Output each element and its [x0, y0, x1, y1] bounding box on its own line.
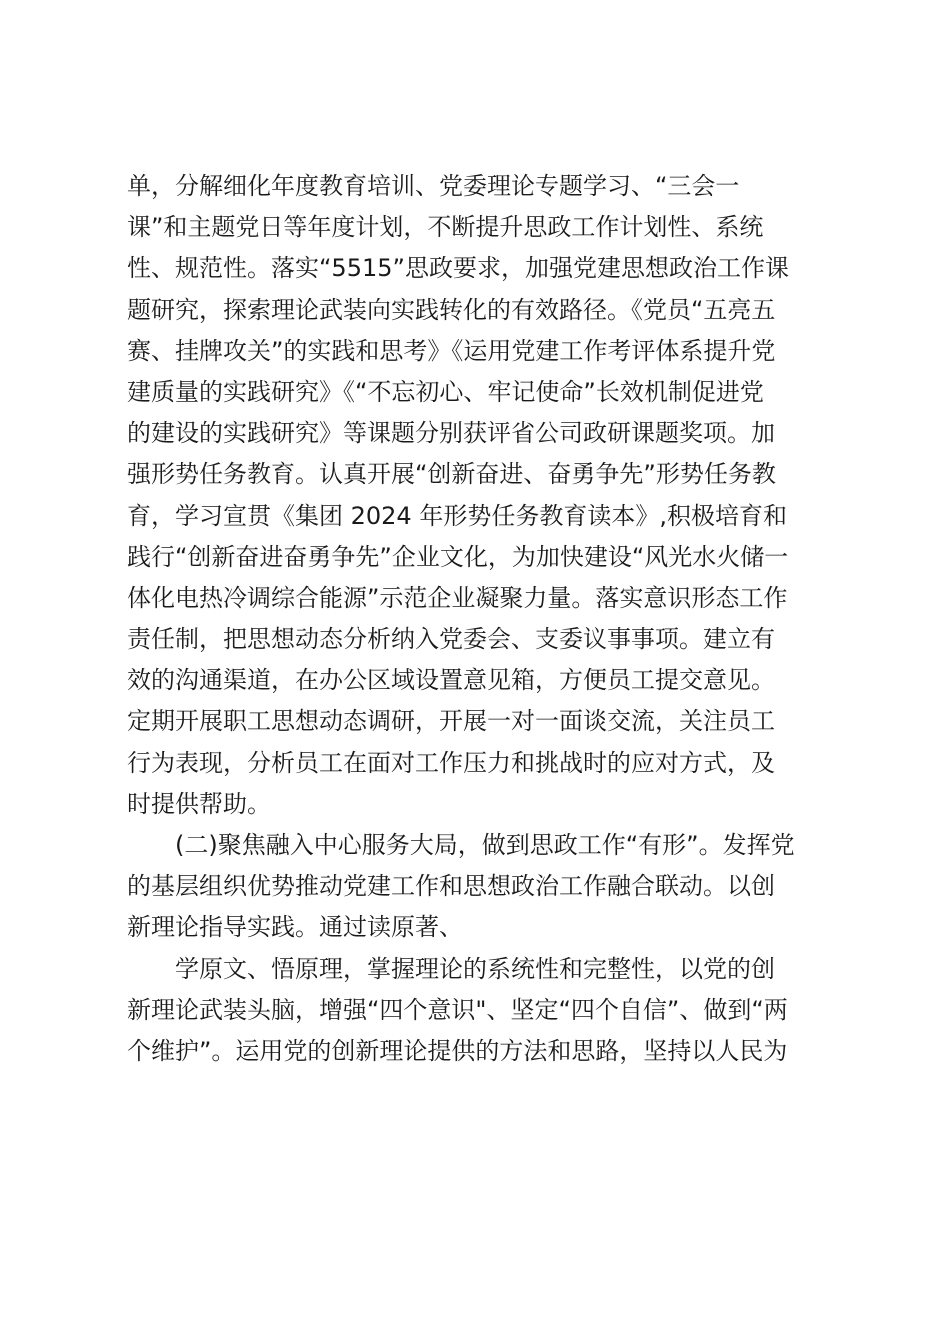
- text-line: 定期开展职工思想动态调研，开展一对一面谈交流，关注员工: [127, 707, 775, 736]
- text-line: 育，学习宣贯《集团 2024 年形势任务教育读本》,积极培育和: [127, 501, 787, 530]
- text-line: 赛、挂牌攻关”的实践和思考》《运用党建工作考评体系提升党: [127, 336, 776, 365]
- text-line: 责任制，把思想动态分析纳入党委会、支委议事事项。建立有: [127, 625, 775, 654]
- text-line: 效的沟通渠道，在办公区域设置意见箱，方便员工提交意见。: [127, 666, 775, 695]
- text-line: 个维护”。运用党的创新理论提供的方法和思路，坚持以人民为: [127, 1036, 788, 1065]
- body-text: [127, 166, 837, 1072]
- text-line: 强形势任务教育。认真开展“创新奋进、奋勇争先”形势任务教: [127, 460, 776, 489]
- text-line: 体化电热冷调综合能源”示范企业凝聚力量。落实意识形态工作: [127, 583, 788, 612]
- text-line: 性、规范性。落实“5515”思政要求，加强党建思想政治工作课: [127, 254, 789, 283]
- text-line: 行为表现，分析员工在面对工作压力和挑战时的应对方式，及: [127, 748, 775, 777]
- text-line: 课”和主题党日等年度计划，不断提升思政工作计划性、系统: [127, 213, 764, 242]
- text-line: 的建设的实践研究》等课题分别获评省公司政研课题奖项。加: [127, 419, 775, 448]
- text-line: 新理论指导实践。通过读原著、: [127, 913, 463, 942]
- text-line: 单，分解细化年度教育培训、党委理论专题学习、“三会一: [127, 172, 740, 200]
- text-line: 践行“创新奋进奋勇争先”企业文化，为加快建设“风光水火储一: [127, 542, 789, 571]
- text-line: 新理论武装头脑，增强“四个意识"、坚定“四个自信”、做到“两: [127, 995, 788, 1024]
- text-line: 建质量的实践研究》《“不忘初心、牢记使命”长效机制促进党: [127, 377, 764, 406]
- text-line: (二)聚焦融入中心服务大局，做到思政工作“有形”。发挥党: [175, 831, 795, 859]
- text-line: 学原文、悟原理，掌握理论的系统性和完整性，以党的创: [175, 954, 775, 983]
- text-line: 题研究，探索理论武装向实践转化的有效路径。《党员“五亮五: [127, 295, 776, 324]
- text-line: 的基层组织优势推动党建工作和思想政治工作融合联动。以创: [127, 872, 775, 901]
- text-line: 时提供帮助。: [127, 789, 271, 818]
